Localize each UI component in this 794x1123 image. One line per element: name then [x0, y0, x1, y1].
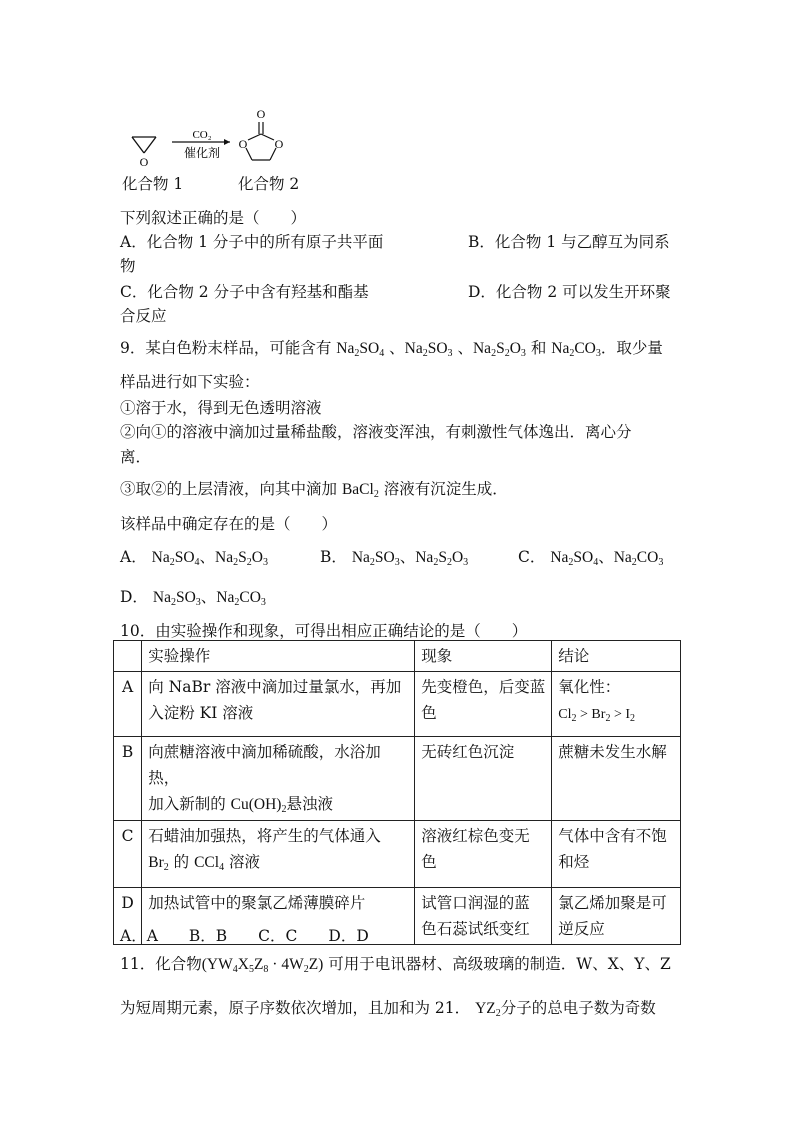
q9-step2-line2: 离． [120, 448, 152, 466]
operation-cell: 石蜡油加强热，将产生的气体通入 $Br_2$ 的 CCl$_4$ 溶液 [142, 821, 415, 888]
table-row [114, 821, 681, 888]
table-row [114, 737, 681, 821]
q9-option-b-label: B． [320, 548, 347, 566]
q9-option-d: D． $Na_2SO_3$、$Na_2CO_3$ [120, 588, 266, 608]
q9-stem-tail: ．取少量 [600, 339, 663, 357]
carbonyl-oxygen: O [256, 107, 266, 121]
q9-option-a: A． $Na_2SO_4$、$Na_2S_2O_3$ [120, 548, 268, 568]
compound1-label: 化合物 1 [122, 175, 184, 193]
carbonate-structure [246, 122, 276, 160]
operation-cell: 向 NaBr 溶液中滴加过量氯水，再加 入淀粉 KI 溶液 [142, 672, 415, 737]
q10-answer-options: A．A B．B C．C D．D [120, 927, 369, 945]
formula-na2co3: $Na_2CO_3$ [551, 340, 601, 359]
q9-option-a-label: A． [120, 548, 147, 566]
q9-step2-line1: ②向①的溶液中滴加过量稀盐酸，溶液变浑浊，有刺激性气体逸出．离心分 [120, 423, 632, 441]
q8-option-c: C．化合物 2 分子中含有羟基和酯基 [120, 283, 369, 301]
formula-bacl2: BaCl$_2$ [341, 481, 379, 500]
table-row [114, 672, 681, 737]
q9-ask: 该样品中确定存在的是（ ） [120, 515, 338, 533]
formula-na2s2o3: $Na_2S_2O_3$ [472, 340, 526, 359]
q8-option-a: A．化合物 1 分子中的所有原子共平面 [120, 233, 384, 251]
compound2-label: 化合物 2 [238, 175, 300, 193]
header-phenomenon: 现象 [415, 641, 552, 672]
q9-option-b: B． $Na_2SO_3$、$Na_2S_2O_3$ [320, 548, 469, 568]
experiment-table [113, 640, 681, 945]
q9-option-d-label: D． [120, 588, 148, 606]
q8-option-d-line2: 合反应 [120, 307, 167, 325]
q8-option-b-line1: B．化合物 1 与乙醇互为同系 [468, 233, 670, 251]
formula-na2so4: $Na_2SO_4$ [336, 340, 385, 359]
q9-step3 [120, 477, 508, 499]
q10-stem: 10．由实验操作和现象，可得出相应正确结论的是（ ） [120, 622, 528, 640]
table-corner [114, 641, 142, 672]
formula-yz2: $YZ_2$ [475, 1000, 501, 1019]
reagent-label: CO₂ [192, 129, 212, 141]
q11-stem-line2-text: 为短周期元素，原子序数依次增加，且加和为 21． [120, 999, 476, 1017]
header-operation: 实验操作 [142, 641, 415, 672]
operation-cell: 加热试管中的聚氯乙烯薄膜碎片 [142, 888, 415, 945]
phenomenon-cell: 先变橙色，后变蓝 色 [415, 672, 552, 737]
q8-option-d-line1: D．化合物 2 可以发生开环聚 [468, 283, 671, 301]
q11-stem-line2-tail: 分子的总电子数为奇数 [500, 999, 656, 1017]
q11-stem-line1 [120, 952, 671, 974]
ring-oxygen-right: O [274, 137, 284, 151]
phenomenon-cell: 无砖红色沉淀 [415, 737, 552, 821]
formula-compound: $(YW_4X_5Z_8 \cdot 4W_2Z)$ [201, 956, 324, 975]
q11-stem-line2 [120, 996, 656, 1018]
conclusion-cell: 氧化性： $Cl_2 > Br_2 > I_2$ [552, 672, 681, 737]
row-label: B [114, 737, 142, 821]
epoxide-structure [132, 137, 156, 153]
operation-cell: 向蔗糖溶液中滴加稀硫酸，水浴加热， 加入新制的 $Cu(OH)_2$悬浊液 [142, 737, 415, 821]
q9-option-c: C． $Na_2SO_4$、$Na_2CO_3$ [518, 548, 664, 568]
q9-step3-tail: 溶液有沉淀生成． [378, 480, 508, 498]
epoxide-oxygen: O [139, 155, 149, 169]
q9-step3-text: ③取②的上层清液，向其中滴加 [120, 480, 342, 498]
q11-stem-text: 11．化合物 [120, 955, 202, 973]
ring-oxygen-left: O [238, 137, 248, 151]
q9-stem-line2: 样品进行如下实验： [120, 373, 260, 391]
conclusion-cell: 气体中含有不饱 和烃 [552, 821, 681, 888]
phenomenon-cell: 试管口润湿的蓝 色石蕊试纸变红 [415, 888, 552, 945]
table-header-row [114, 641, 681, 672]
q9-stem-line1: 9．某白色粉末样品，可能含有 $Na_2SO_4$ 、$Na_2SO_3$ 、$Na_2S_2O_3$ 和 $Na_2CO_3$．取少量 [120, 339, 663, 359]
arrow-head [224, 139, 230, 145]
q9-step1: ①溶于水，得到无色透明溶液 [120, 399, 322, 417]
row-label: A [114, 672, 142, 737]
conclusion-cell: 氯乙烯加聚是可 逆反应 [552, 888, 681, 945]
q8-option-b-line2: 物 [120, 257, 136, 275]
q8-stem: 下列叙述正确的是（ ） [120, 209, 307, 227]
header-conclusion: 结论 [552, 641, 681, 672]
catalyst-label: 催化剂 [183, 146, 221, 160]
conclusion-cell: 蔗糖未发生水解 [552, 737, 681, 821]
formula-na2so3: $Na_2SO_3$ [404, 340, 453, 359]
q9-option-c-label: C． [518, 548, 546, 566]
row-label: D [114, 888, 142, 945]
q9-stem-text: 9．某白色粉末样品，可能含有 [120, 339, 337, 357]
q11-stem-tail: 可用于电讯器材、高级玻璃的制造．W、X、Y、Z [328, 955, 671, 973]
row-label: C [114, 821, 142, 888]
phenomenon-cell: 溶液红棕色变无 色 [415, 821, 552, 888]
